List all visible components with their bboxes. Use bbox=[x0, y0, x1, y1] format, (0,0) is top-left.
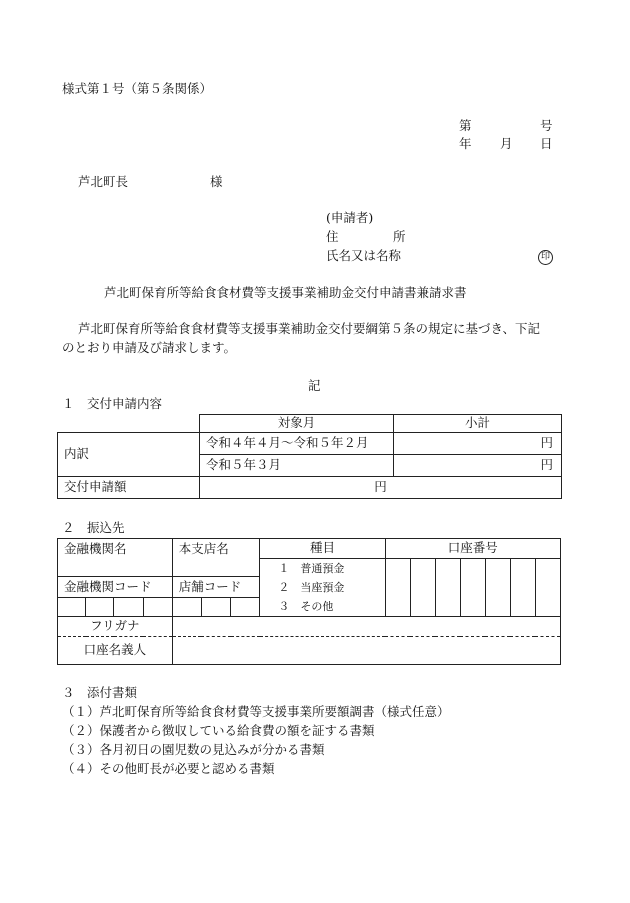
total-amount: 円 bbox=[200, 477, 562, 499]
kind-option-2: ２ 当座預金 bbox=[278, 581, 345, 594]
col-month: 対象月 bbox=[200, 415, 394, 433]
branch-name-field bbox=[172, 559, 260, 577]
account-digit-7 bbox=[535, 559, 560, 617]
seal-icon: 印 bbox=[538, 249, 553, 265]
bank-code-digit-1 bbox=[58, 597, 86, 616]
bank-code-digit-3 bbox=[114, 597, 143, 616]
address-label-2: 所 bbox=[393, 229, 406, 244]
body-line-1: 芦北町保育所等給食食材費等支援事業補助金交付要綱第５条の規定に基づき、下記 bbox=[78, 321, 541, 336]
kind-options bbox=[260, 559, 385, 617]
attachment-2: （２）保護者から徴収している給食費の額を証する書類 bbox=[62, 723, 375, 738]
document-title: 芦北町保育所等給食食材費等支援事業補助金交付申請書兼請求書 bbox=[104, 285, 467, 300]
ki-heading: 記 bbox=[308, 378, 321, 393]
bank-code-label: 金融機関コード bbox=[58, 577, 173, 597]
bank-name-label: 金融機関名 bbox=[58, 539, 173, 559]
branch-code-digit-3 bbox=[231, 597, 260, 616]
account-holder-field bbox=[172, 637, 560, 665]
bank-name-field bbox=[58, 559, 173, 577]
branch-code-digit-1 bbox=[172, 597, 201, 616]
branch-name-label: 本支店名 bbox=[172, 539, 260, 559]
applicant-heading: (申請者) bbox=[326, 210, 374, 225]
attachment-3: （３）各月初日の園児数の見込みが分かる書類 bbox=[62, 742, 325, 757]
furigana-label: フリガナ bbox=[58, 617, 173, 637]
col-subtotal: 小計 bbox=[394, 415, 562, 433]
bank-table bbox=[57, 538, 561, 665]
section2-heading: ２ 振込先 bbox=[62, 520, 125, 535]
attachment-4: （４）その他町長が必要と認める書類 bbox=[62, 761, 275, 776]
account-number-label: 口座番号 bbox=[385, 539, 560, 559]
branch-code-digit-2 bbox=[201, 597, 230, 616]
body-line-2: のとおり申請及び請求します。 bbox=[62, 340, 237, 355]
kind-option-3: ３ その他 bbox=[278, 600, 334, 613]
doc-number-dai: 第 bbox=[459, 118, 472, 133]
month-row-2: 令和５年３月 bbox=[200, 455, 394, 477]
kind-option-1: １ 普通預金 bbox=[278, 562, 345, 575]
date-month: 月 bbox=[500, 136, 513, 151]
doc-number-go: 号 bbox=[540, 118, 553, 133]
furigana-field bbox=[172, 617, 560, 637]
account-digit-2 bbox=[410, 559, 435, 617]
bank-code-digit-2 bbox=[86, 597, 114, 616]
account-digit-3 bbox=[435, 559, 460, 617]
total-label: 交付申請額 bbox=[58, 477, 200, 499]
bank-code-digit-4 bbox=[143, 597, 172, 616]
account-digit-1 bbox=[385, 559, 410, 617]
kind-label: 種目 bbox=[260, 539, 385, 559]
addressee-sama: 様 bbox=[210, 174, 223, 189]
section3-heading: ３ 添付書類 bbox=[62, 685, 138, 700]
date-day: 日 bbox=[540, 136, 553, 151]
section1-heading: １ 交付申請内容 bbox=[62, 396, 163, 411]
corner-cell bbox=[58, 415, 200, 433]
application-table bbox=[57, 414, 562, 499]
addressee-name: 芦北町長 bbox=[78, 174, 129, 189]
account-holder-label: 口座名義人 bbox=[58, 637, 173, 665]
branch-code-label: 店舗コード bbox=[172, 577, 260, 597]
row-label-breakdown: 内訳 bbox=[58, 433, 200, 477]
subtotal-row-1: 円 bbox=[394, 433, 562, 455]
account-digit-5 bbox=[485, 559, 510, 617]
form-label: 様式第１号（第５条関係） bbox=[62, 81, 213, 96]
date-year: 年 bbox=[459, 136, 472, 151]
month-row-1: 令和４年４月～令和５年２月 bbox=[200, 433, 394, 455]
attachment-1: （１）芦北町保育所等給食食材費等支援事業所要額調書（様式任意） bbox=[62, 704, 450, 719]
subtotal-row-2: 円 bbox=[394, 455, 562, 477]
address-label-1: 住 bbox=[326, 229, 339, 244]
account-digit-4 bbox=[460, 559, 485, 617]
applicant-name-label: 氏名又は名称 bbox=[326, 248, 402, 263]
account-digit-6 bbox=[510, 559, 535, 617]
